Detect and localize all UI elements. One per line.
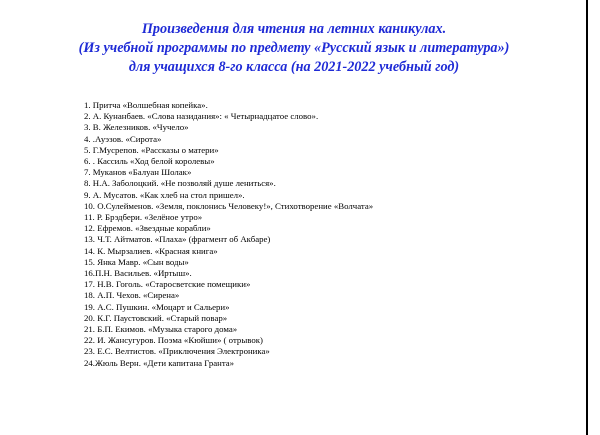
list-item: 1. Притча «Волшебная копейка». xyxy=(84,100,208,110)
list-item: 21. Б.П. Екимов. «Музыка старого дома» xyxy=(84,324,238,335)
list-item: 20. К.Г. Паустовский. «Старый повар» xyxy=(84,312,228,323)
list-item: 16.П.Н. Васильев. «Иртыш». xyxy=(84,268,192,279)
list-item: 24.Жюль Верн. «Дети капитана Гранта» xyxy=(84,357,235,368)
document-title xyxy=(0,20,588,77)
title-line-2: (Из учебной программы по предмету «Русский язык и литература») xyxy=(78,40,510,56)
list-item: 19. А.С. Пушкин. «Моцарт и Сальери» xyxy=(84,301,230,312)
list-item: 22. И. Жансугуров. Поэма «Кюйши» ( отрывок) xyxy=(84,335,263,346)
list-item: 23. Е.С. Велтистов. «Приключения Электроника» xyxy=(84,346,270,357)
list-item: 10. О.Сулейменов. «Земля, поклонись Человеку!», Стихотворение «Волчата» xyxy=(84,200,374,211)
list-item: 6. . Кассиль «Ход белой королевы» xyxy=(84,156,215,167)
title-line-1: Произведения для чтения на летних каникулах. xyxy=(141,21,447,37)
list-item: 4. .Ауэзов. «Сирота» xyxy=(84,133,162,144)
list-item: 7. Муканов «Балуан Шолак» xyxy=(84,167,192,178)
list-item: 15. Янка Мавр. «Сын воды» xyxy=(84,256,189,267)
list-item: 17. Н.В. Гоголь. «Старосветские помещики» xyxy=(84,279,251,290)
list-item: 12. Ефремов. «Звездные корабли» xyxy=(84,223,211,234)
title-line-3: для учащихся 8-го класса (на 2021-2022 учебный год) xyxy=(128,59,460,75)
list-item: 2. А. Кунанбаев. «Слова назидания»: « Четырнадцатое слово». xyxy=(84,111,319,122)
reading-list xyxy=(84,100,373,369)
list-item: 11. Р. Брэдбери. «Зелёное утро» xyxy=(84,212,203,223)
list-item: 3. В. Железников. «Чучело» xyxy=(84,122,189,133)
list-item: 5. Г.Мусрепов. «Рассказы о матери» xyxy=(84,144,219,155)
list-item: 14. К. Мырзалиев. «Красная книга» xyxy=(84,245,218,256)
list-item: 8. Н.А. Заболоцкий. «Не позволяй душе лениться». xyxy=(84,178,276,189)
list-item: 9. А. Мусатов. «Как хлеб на стол пришел». xyxy=(84,189,245,200)
list-item: 18. А.П. Чехов. «Сирена» xyxy=(84,290,180,301)
list-item: 13. Ч.Т. Айтматов. «Плаха» (фрагмент об Акбаре) xyxy=(84,234,271,245)
